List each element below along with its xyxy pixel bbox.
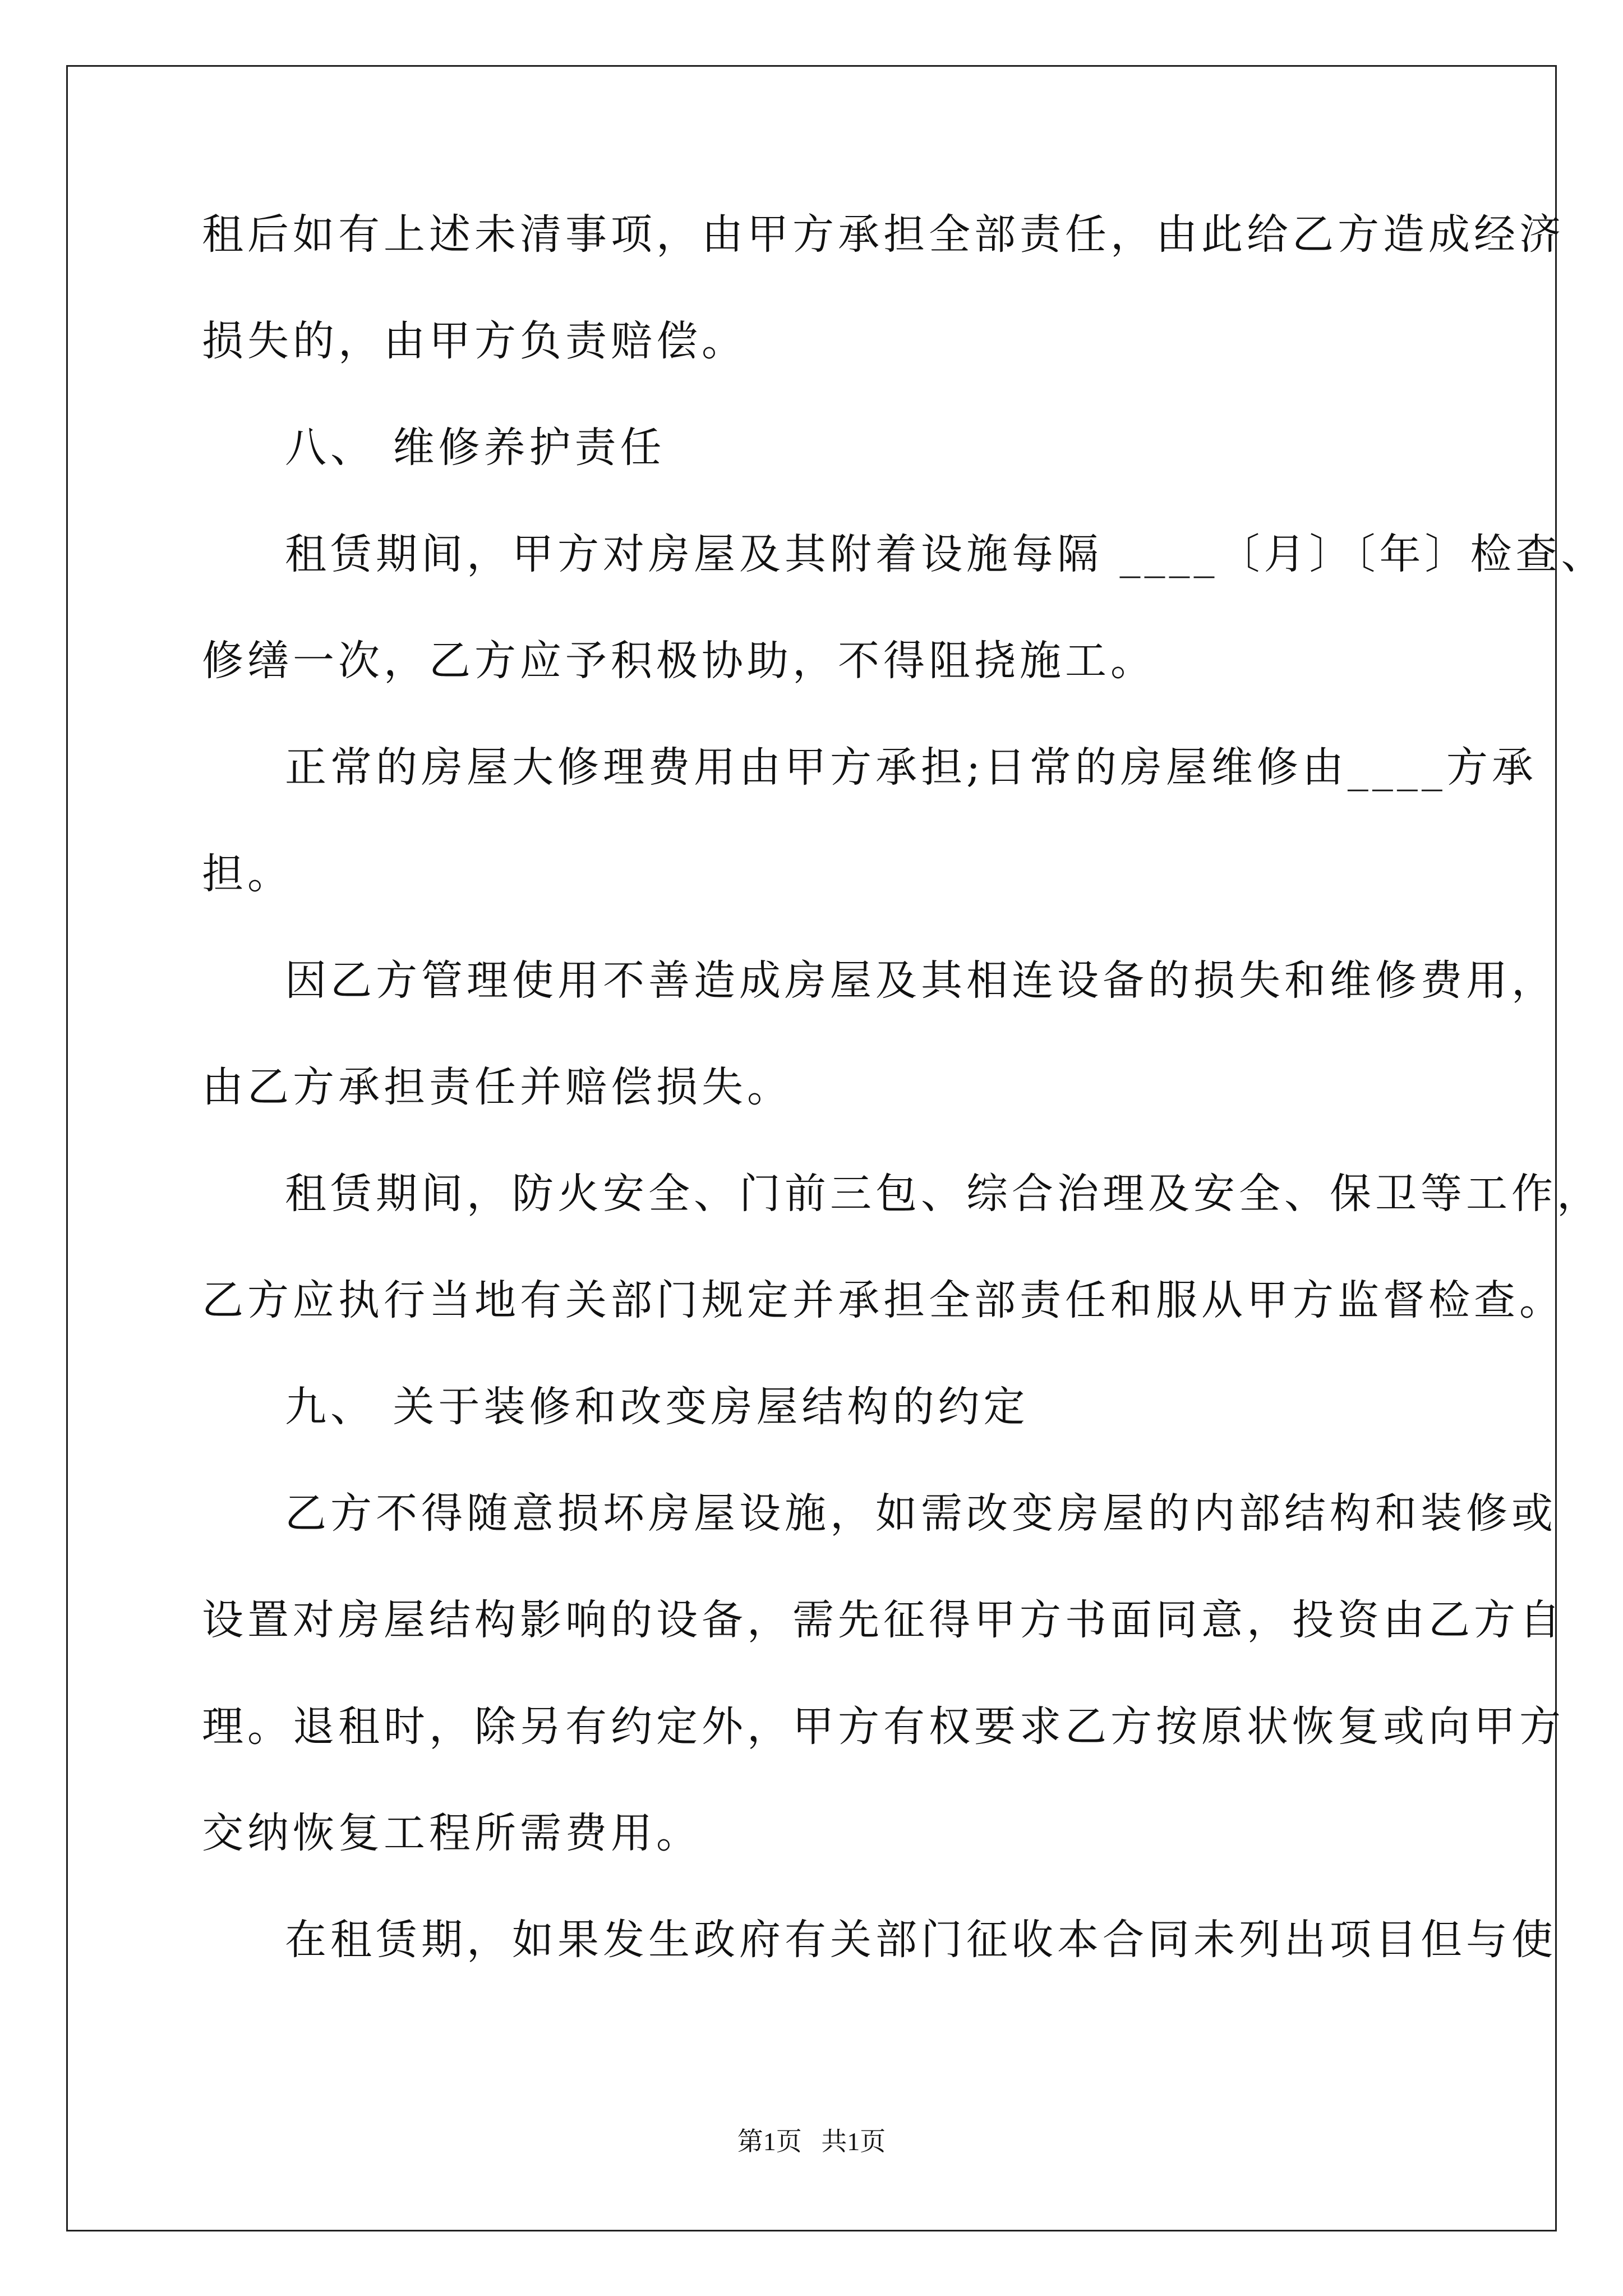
- text-line: 乙方应执行当地有关部门规定并承担全部责任和服从甲方监督检查。: [202, 1276, 1565, 1324]
- text-line: 乙方不得随意损坏房屋设施，如需改变房屋的内部结构和装修或: [285, 1489, 1557, 1538]
- text-line: 损失的，由甲方负责赔偿。: [202, 317, 747, 365]
- page-border: [66, 65, 1557, 2231]
- text-line: 因乙方管理使用不善造成房屋及其相连设备的损失和维修费用，: [285, 956, 1557, 1005]
- text-line: 在租赁期，如果发生政府有关部门征收本合同未列出项目但与使: [285, 1916, 1557, 1964]
- page-footer: 第1页 共1页: [737, 2127, 886, 2156]
- text-line: 租赁期间，甲方对房屋及其附着设施每隔 ____〔月〕〔年〕检查、: [285, 530, 1607, 578]
- text-line: 正常的房屋大修理费用由甲方承担;日常的房屋维修由____方承: [285, 743, 1537, 792]
- text-line: 担。: [202, 850, 293, 898]
- text-line: 交纳恢复工程所需费用。: [202, 1809, 702, 1857]
- text-line: 设置对房屋结构影响的设备，需先征得甲方书面同意，投资由乙方自: [202, 1596, 1565, 1644]
- text-line: 租赁期间，防火安全、门前三包、综合治理及安全、保卫等工作，: [285, 1170, 1602, 1218]
- text-line: 由乙方承担责任并赔偿损失。: [202, 1063, 792, 1111]
- text-line: 修缮一次，乙方应予积极协助，不得阻挠施工。: [202, 637, 1156, 685]
- section-heading-8: 八、 维修养护责任: [285, 424, 666, 472]
- text-line: 租后如有上述未清事项，由甲方承担全部责任，由此给乙方造成经济: [202, 210, 1565, 259]
- text-line: 理。退租时，除另有约定外，甲方有权要求乙方按原状恢复或向甲方: [202, 1703, 1565, 1751]
- section-heading-9: 九、 关于装修和改变房屋结构的约定: [285, 1383, 1029, 1431]
